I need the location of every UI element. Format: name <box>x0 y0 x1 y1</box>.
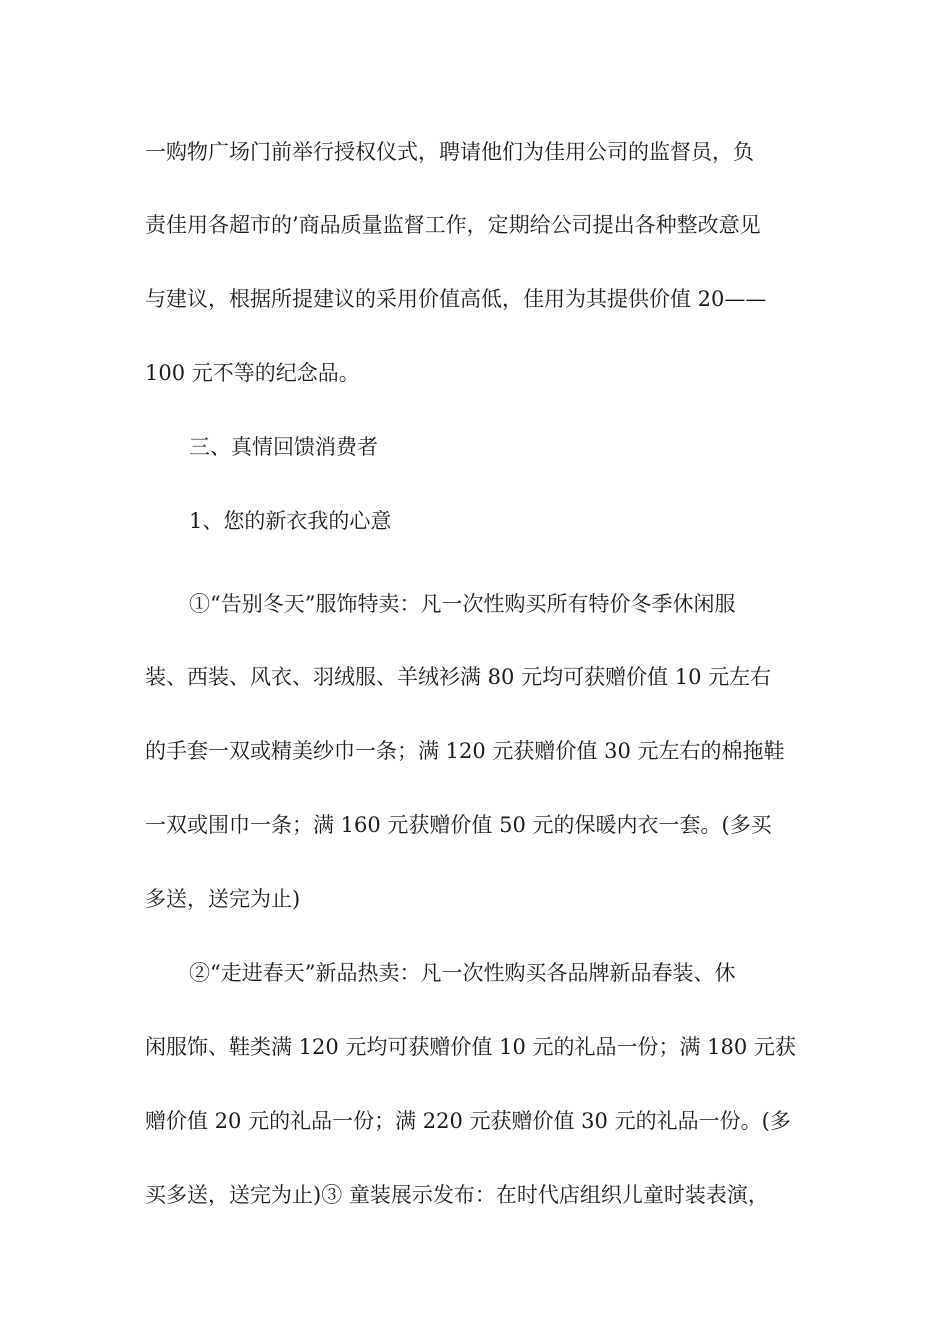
body-text-line: 闲服饰、鞋类满 120 元均可获赠价值 10 元的礼品一份；满 180 元获 <box>145 1035 796 1059</box>
body-text-line: 责佳用各超市的’商品质量监督工作，定期给公司提出各种整改意见 <box>145 213 761 237</box>
body-text-line: 赠价值 20 元的礼品一份；满 220 元获赠价值 30 元的礼品一份。(多 <box>145 1109 791 1133</box>
body-text-line: 装、西装、风衣、羽绒服、羊绒衫满 80 元均可获赠价值 10 元左右 <box>145 665 772 689</box>
subsection-heading: 1、您的新衣我的心意 <box>189 509 392 533</box>
paragraph-start-line: ①“告别冬天”服饰特卖：凡一次性购买所有特价冬季休闲服 <box>189 592 736 616</box>
body-text-line: 与建议，根据所提建议的采用价值高低，佳用为其提供价值 20—— <box>145 287 767 311</box>
paragraph-start-line: ②“走进春天”新品热卖：凡一次性购买各品牌新品春装、休 <box>189 961 736 985</box>
body-text-line: 多送，送完为止) <box>145 887 301 911</box>
section-heading: 三、真情回馈消费者 <box>189 435 378 459</box>
body-text-line: 一购物广场门前举行授权仪式，聘请他们为佳用公司的监督员，负 <box>145 140 754 164</box>
body-text-line: 一双或围巾一条；满 160 元获赠价值 50 元的保暖内衣一套。(多买 <box>145 813 772 837</box>
body-text-line: 的手套一双或精美纱巾一条；满 120 元获赠价值 30 元左右的棉拖鞋 <box>145 739 785 763</box>
body-text-line: 买多送，送完为止)③ 童装展示发布：在时代店组织儿童时装表演， <box>145 1183 769 1207</box>
body-text-line: 100 元不等的纪念品。 <box>145 361 360 385</box>
